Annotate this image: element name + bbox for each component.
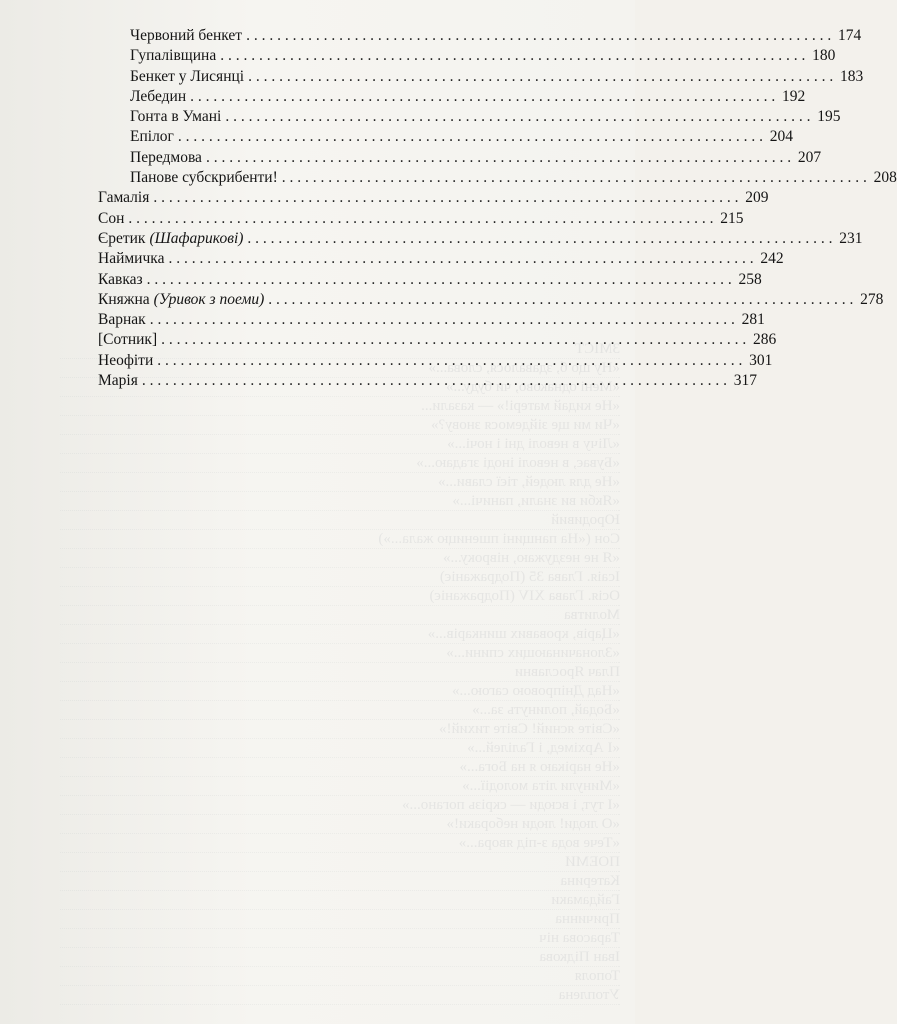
- toc-entry-title: Передмова: [130, 148, 202, 166]
- toc-entry-title: Лебедин: [130, 87, 187, 105]
- toc-entry-title: Гупалівщина: [130, 47, 217, 65]
- toc-entry-title: Бенкет у Лисянці: [130, 67, 245, 85]
- dot-leader: [178, 128, 763, 146]
- toc-entry-title: Епілог: [130, 128, 174, 146]
- toc-entry-title: Варнак: [98, 311, 146, 329]
- toc-entry-title: Сон: [98, 209, 125, 227]
- dot-leader: [225, 108, 810, 126]
- toc-entry-page: 208: [873, 169, 897, 187]
- toc-entry: [98, 128, 794, 148]
- toc-entry: [98, 270, 762, 291]
- toc-entry: [98, 311, 765, 331]
- toc-entry-note: (Шафарикові): [149, 229, 244, 247]
- toc-entry: [98, 372, 757, 392]
- toc-entry-page: 258: [738, 270, 762, 288]
- toc-entry: [98, 27, 862, 47]
- dot-leader: [150, 311, 735, 329]
- toc-entry: [98, 351, 773, 372]
- dot-leader: [161, 331, 746, 349]
- toc-entry: [98, 331, 777, 351]
- toc-entry: [98, 209, 744, 230]
- toc-entry-title: Червоний бенкет: [130, 27, 243, 44]
- toc-entry-page: 183: [839, 67, 864, 85]
- toc-entry-page: 286: [752, 331, 777, 349]
- toc-entry-title: Кавказ: [98, 270, 143, 288]
- toc-entry-title: Наймичка: [98, 250, 165, 268]
- toc-entry-page: 195: [817, 108, 841, 126]
- toc-entry: [98, 87, 806, 108]
- table-of-contents: [98, 27, 897, 392]
- dot-leader: [206, 149, 791, 167]
- toc-entry-title: Панове субскрибенти!: [130, 169, 278, 187]
- toc-entry: [98, 229, 863, 250]
- toc-entry-page: 207: [797, 148, 822, 166]
- toc-entry-page: 180: [812, 47, 836, 65]
- dot-leader: [168, 250, 753, 268]
- dot-leader: [247, 230, 832, 248]
- toc-entry-title: Княжна: [98, 290, 150, 308]
- dot-leader: [246, 27, 831, 45]
- dot-leader: [157, 352, 742, 370]
- toc-entry: [98, 189, 769, 209]
- show-through-background: ЗМІСТ «Ну що б, здавалося, слова...» «Мені однаково, чи буду...» «Не кидай матері!» — казали... «Чи ми ще зійдемося знову?» «Лічу в неволі дні і ночі...» «Буває, в неволі іноді згадаю...» «Не для людей, тієї слави...» «Якби ви знали, паничі...» Юродивий Сон («На панщині пшеницю жала...») «Я не нездужаю, нівроку...» Ісаія. Глава 35 (Подражаніє) Осія. Глава XIV (Подражаніє) Молитва «Царів, кровавих шинкарів...» «Злоначинающих спини...» Плач Ярославни «Над Дніпровою сагою...» «Бодай, полинуть за...» «Світе ясний! Світе тихий!» «І Архімед, і Галілей...» «Не нарікаю я на Бога...» «Минули літа молодії...» «І тут, і всюди — скрізь погано...» «О люди! люди небораки!» «Тече вода з-під явора...» ПОЕМИ Катерина Гайдамаки Причинна Тарасова ніч Іван Підкова Тополя Утоплена: [60, 340, 620, 960]
- toc-entry-page: 242: [760, 250, 784, 268]
- toc-entry: [98, 148, 822, 169]
- dot-leader: [128, 210, 713, 228]
- toc-entry-page: 215: [720, 209, 744, 227]
- toc-entry: [98, 250, 784, 270]
- toc-entry-page: 209: [745, 189, 769, 207]
- toc-entry: [98, 169, 897, 189]
- toc-entry-title: Єретик: [98, 229, 146, 247]
- toc-entry-page: 231: [839, 229, 863, 247]
- toc-entry: [98, 290, 884, 311]
- toc-entry-title: Гамалія: [98, 189, 150, 207]
- toc-entry-note: (Уривок з поеми): [153, 290, 265, 308]
- toc-entry-page: 317: [733, 372, 757, 390]
- toc-entry-title: [Сотник]: [98, 331, 158, 349]
- toc-entry-title: Гонта в Умані: [130, 108, 222, 126]
- toc-entry-page: 281: [741, 311, 765, 329]
- dot-leader: [220, 47, 805, 65]
- toc-entry-page: 174: [837, 27, 862, 44]
- dot-leader: [142, 372, 727, 390]
- dot-leader: [268, 291, 853, 309]
- toc-entry-title: Марія: [98, 372, 138, 390]
- toc-entry-page: 301: [749, 351, 773, 369]
- toc-entry-page: 192: [782, 87, 806, 105]
- toc-entry: [98, 47, 836, 67]
- toc-entry-page: 204: [769, 128, 794, 146]
- dot-leader: [153, 189, 738, 207]
- dot-leader: [190, 88, 775, 106]
- toc-entry: [98, 67, 864, 88]
- toc-entry-title: Неофіти: [98, 351, 154, 369]
- toc-entry-page: 278: [860, 290, 884, 308]
- toc-entry: [98, 108, 841, 128]
- dot-leader: [147, 271, 732, 289]
- dot-leader: [248, 68, 833, 86]
- dot-leader: [282, 169, 867, 187]
